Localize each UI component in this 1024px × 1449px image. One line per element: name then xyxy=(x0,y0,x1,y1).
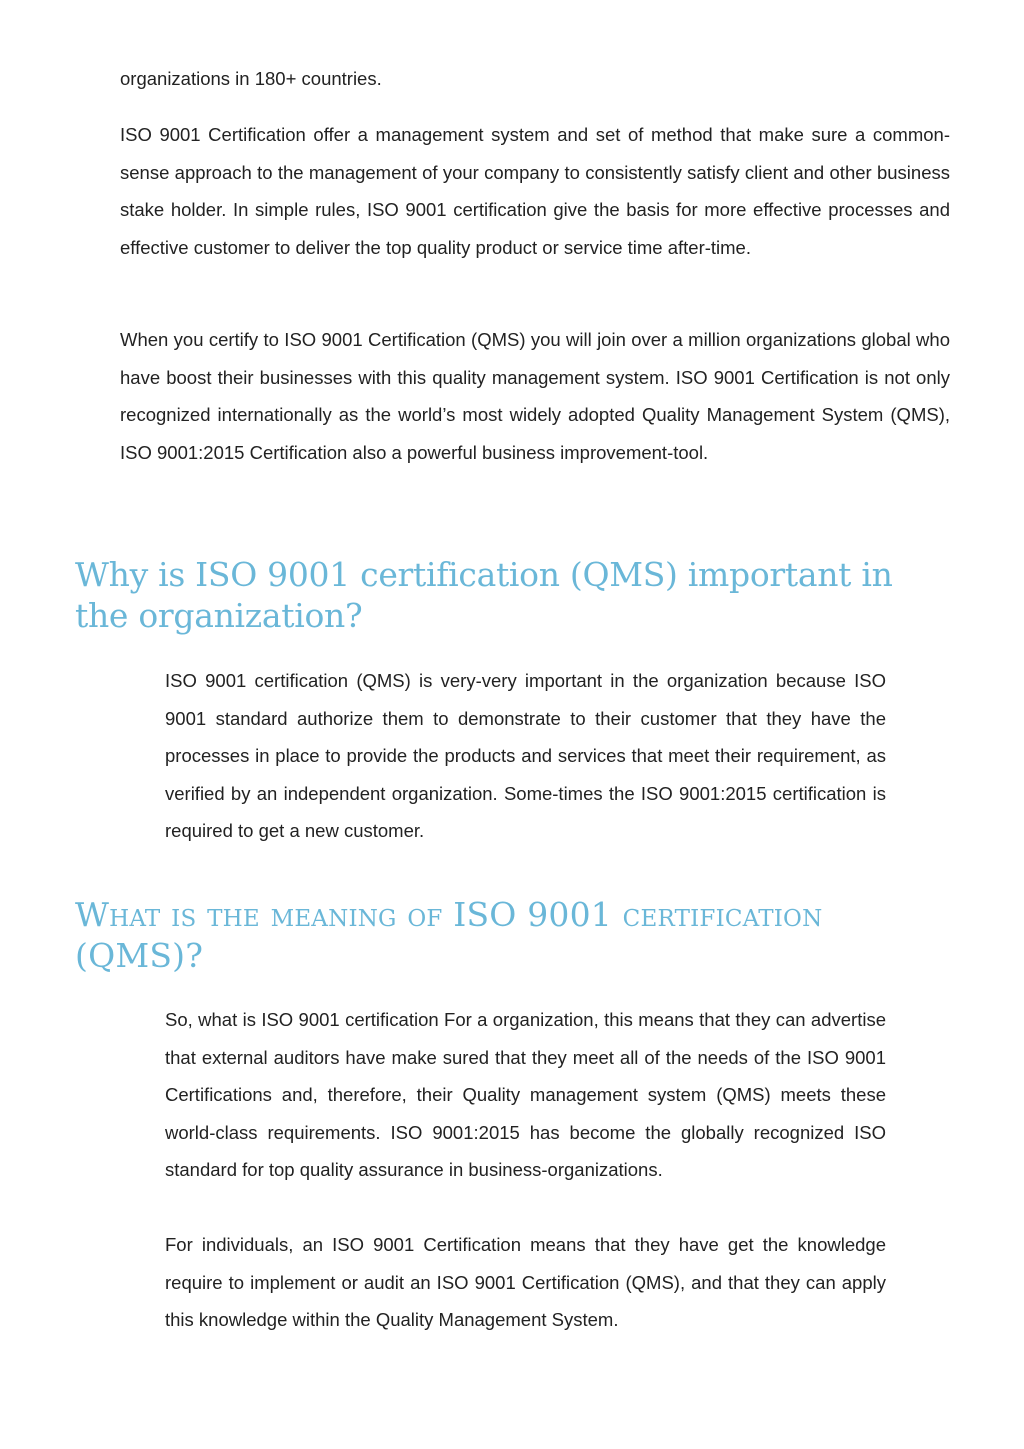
paragraph-certify-benefits: When you certify to ISO 9001 Certification (QMS) you will join over a million organizations global who have boost their businesses with this quality management system. ISO 9001 Certification is not only recognized internationally as the world’s most widely adopted Quality Management System (QMS), ISO 9001:2015 Certification also a powerful business improvement-tool. xyxy=(120,329,950,463)
heading-meaning: What is the meaning of ISO 9001 certification (QMS)? xyxy=(75,895,823,975)
paragraph-iso-offer: ISO 9001 Certification offer a management system and set of method that make sure a common-sense approach to the management of your company to consistently satisfy client and other business stake holder. In simple rules, ISO 9001 certification give the basis for more effective processes and effective customer to deliver the top quality product or service time after-time. xyxy=(120,124,950,258)
paragraph-intro-tail: organizations in 180+ countries. xyxy=(120,68,382,89)
heading-why-important: Why is ISO 9001 certification (QMS) important in the organization? xyxy=(75,555,893,635)
paragraph-why-important: ISO 9001 certification (QMS) is very-very important in the organization because ISO 9001 standard authorize them to demonstrate to their customer that they have the processes in place to provide the products and services that meet their requirement, as verified by an independent organization. Some-times the ISO 9001:2015 certification is required to get a new customer. xyxy=(165,670,886,841)
paragraph-meaning-organization: So, what is ISO 9001 certification For a organization, this means that they can advertise that external auditors have make sured that they meet all of the needs of the ISO 9001 Certifications and, therefore, their Quality management system (QMS) meets these world-class requirements. ISO 9001:2015 has become the globally recognized ISO standard for top quality assurance in business-organizations. xyxy=(165,1009,886,1180)
paragraph-meaning-individuals: For individuals, an ISO 9001 Certification means that they have get the knowledge require to implement or audit an ISO 9001 Certification (QMS), and that they can apply this knowledge within the Quality Management System. xyxy=(165,1234,886,1330)
